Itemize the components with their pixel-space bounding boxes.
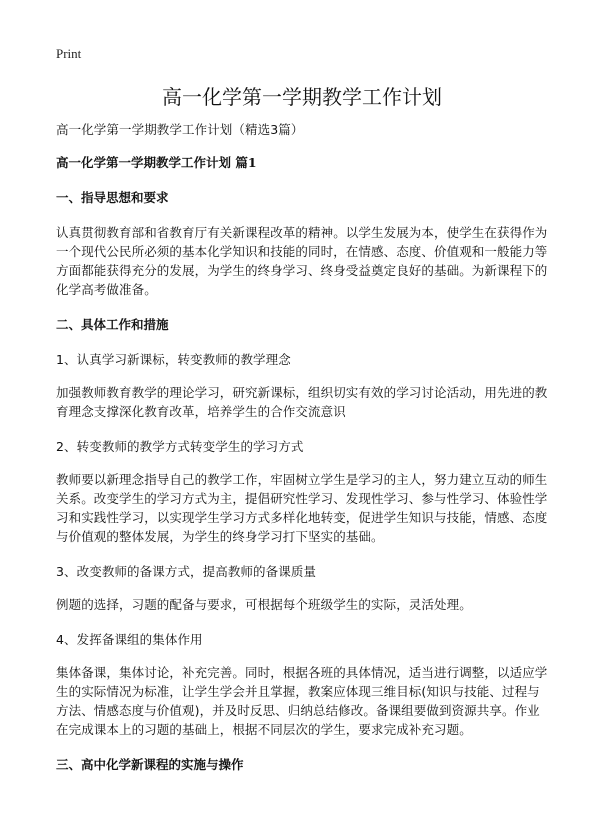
- item-title-3: 3、改变教师的备课方式，提高教师的备课质量: [56, 564, 317, 579]
- item-body-1: 加强教师教育教学的理论学习，研究新课标，组织切实有效的学习讨论活动，用先进的教育理念支撑深化教育改革，培养学生的合作交流意识: [56, 385, 548, 419]
- section-heading-2: 二、具体工作和措施: [56, 317, 169, 332]
- item-body-2: 教师要以新理念指导自己的教学工作，牢固树立学生是学习的主人，努力建立互动的师生关系。改变学生的学习方式为主，提倡研究性学习、发现性学习、参与性学习、体验性学习和实践性学习，以实现学生学习方式多样化地转变，促进学生知识与技能，情感、态度与价值观的整体发展，为学生的终身学习打下坚实的基础。: [56, 472, 548, 544]
- section-heading-1: 一、指导思想和要求: [56, 190, 169, 205]
- item-title-4: 4、发挥备课组的集体作用: [56, 632, 203, 647]
- item-body-3: 例题的选择，习题的配备与要求，可根据每个班级学生的实际，灵活处理。: [56, 597, 472, 612]
- item-title-2: 2、转变教师的教学方式转变学生的学习方式: [56, 439, 304, 454]
- print-link[interactable]: Print: [56, 46, 82, 61]
- item-body-4: 集体备课，集体讨论，补充完善。同时，根据各班的具体情况，适当进行调整，以适应学生的实际情况为标准，让学生学会并且掌握，教案应体现三维目标(知识与技能、过程与方法、情感态度与价值观)，并及时反思、归纳总结修改。备课组要做到资源共享。作业在完成课本上的习题的基础上，根据不同层次的学生，要求完成补充习题。: [56, 665, 548, 737]
- document-page: [56, 46, 548, 790]
- article-title: 高一化学第一学期教学工作计划 篇1: [56, 155, 257, 170]
- section-body-1: 认真贯彻教育部和省教育厅有关新课程改革的精神。以学生发展为本，使学生在获得作为一个现代公民所必须的基本化学知识和技能的同时，在情感、态度、价值观和一般能力等方面都能获得充分的发展，为学生的终身学习、终身受益奠定良好的基础。为新课程下的化学高考做准备。: [56, 225, 548, 297]
- page-title: 高一化学第一学期教学工作计划: [162, 85, 442, 109]
- section-heading-3: 三、高中化学新课程的实施与操作: [56, 757, 244, 772]
- document-subtitle: 高一化学第一学期教学工作计划（精选3篇）: [56, 122, 304, 137]
- item-title-1: 1、认真学习新课标，转变教师的教学理念: [56, 352, 291, 367]
